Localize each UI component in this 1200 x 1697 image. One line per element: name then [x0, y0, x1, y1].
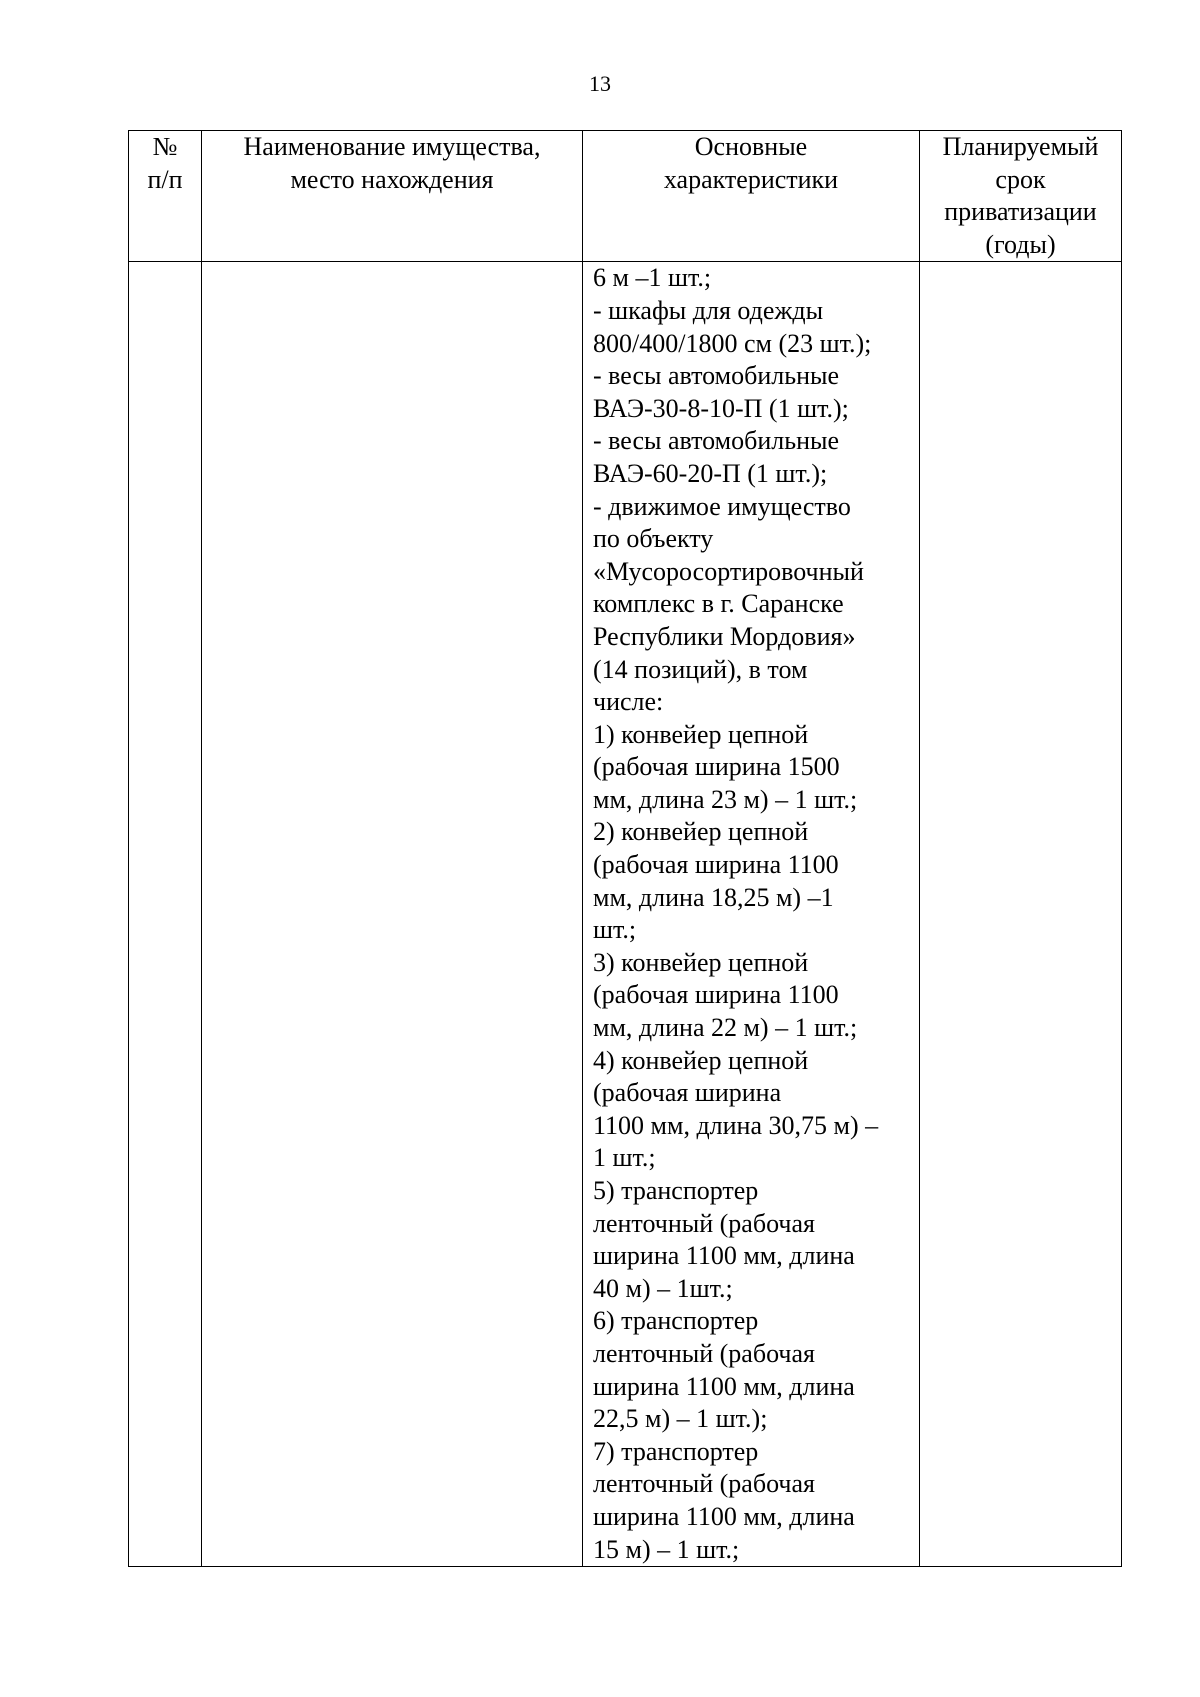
page-number: 13: [589, 71, 611, 96]
characteristics-line: числе:: [593, 687, 664, 717]
characteristics-line: мм, длина 18,25 м) –1: [593, 882, 834, 912]
characteristics-line: 6 м –1 шт.;: [593, 263, 712, 293]
characteristics-line: 1) конвейер цепной: [593, 719, 809, 749]
header-line: характеристики: [663, 164, 839, 194]
header-privatization-period: [920, 131, 1122, 262]
characteristics-line: 15 м) – 1 шт.;: [593, 1534, 740, 1564]
characteristics-line: 1100 мм, длина 30,75 м) –: [593, 1110, 879, 1140]
characteristics-line: комплекс в г. Саранске: [593, 589, 844, 619]
characteristics-line: (14 позиций), в том: [593, 654, 808, 684]
characteristics-line: - весы автомобильные: [593, 361, 840, 391]
characteristics-line: - весы автомобильные: [593, 426, 840, 456]
header-line: Наименование имущества,: [243, 132, 541, 161]
characteristics-line: 1 шт.;: [593, 1143, 656, 1173]
characteristics-line: (рабочая ширина 1100: [593, 850, 839, 880]
header-line: срок: [995, 164, 1046, 194]
characteristics-line: - движимое имущество: [593, 491, 851, 521]
header-number: [129, 131, 202, 262]
characteristics-line: ширина 1100 мм, длина: [593, 1501, 855, 1531]
characteristics-line: ширина 1100 мм, длина: [593, 1241, 855, 1271]
cell-property-name: [202, 262, 583, 1567]
cell-privatization-period: [920, 262, 1122, 1567]
header-line: №: [152, 132, 178, 161]
characteristics-line: ленточный (рабочая: [593, 1208, 815, 1238]
characteristics-line: 6) транспортер: [593, 1306, 759, 1336]
characteristics-line: шт.;: [593, 915, 637, 945]
characteristics-line: по объекту: [593, 524, 714, 554]
header-line: Основные: [694, 132, 808, 161]
characteristics-line: ленточный (рабочая: [593, 1338, 815, 1368]
characteristics-line: мм, длина 23 м) – 1 шт.;: [593, 784, 858, 814]
characteristics-line: «Мусоросортировочный: [593, 556, 864, 586]
characteristics-line: 3) конвейер цепной: [593, 947, 809, 977]
characteristics-line: 22,5 м) – 1 шт.);: [593, 1404, 768, 1434]
header-line: п/п: [147, 164, 183, 194]
property-table: [128, 130, 1122, 1567]
characteristics-line: ВАЭ-30-8-10-П (1 шт.);: [593, 393, 849, 423]
characteristics-line: ширина 1100 мм, длина: [593, 1371, 855, 1401]
characteristics-line: ВАЭ-60-20-П (1 шт.);: [593, 458, 828, 488]
characteristics-line: (рабочая ширина 1500: [593, 752, 840, 782]
table-header-row: [129, 131, 1122, 262]
header-line: Планируемый: [942, 132, 1099, 161]
characteristics-line: мм, длина 22 м) – 1 шт.;: [593, 1013, 858, 1043]
cell-number: [129, 262, 202, 1567]
characteristics-line: 5) транспортер: [593, 1176, 759, 1205]
header-line: приватизации: [944, 197, 1097, 227]
cell-characteristics: [583, 262, 920, 1567]
characteristics-line: (рабочая ширина: [593, 1078, 782, 1108]
characteristics-line: 4) конвейер цепной: [593, 1045, 809, 1075]
header-line: (годы): [985, 229, 1056, 259]
header-characteristics: [583, 131, 920, 262]
characteristics-line: ленточный (рабочая: [593, 1469, 815, 1499]
table-row: [129, 262, 1122, 1567]
characteristics-line: 2) конвейер цепной: [593, 817, 809, 847]
header-property-name: [202, 131, 583, 262]
characteristics-line: - шкафы для одежды: [593, 295, 824, 325]
characteristics-line: (рабочая ширина 1100: [593, 980, 839, 1010]
characteristics-line: 40 м) – 1шт.;: [593, 1273, 733, 1303]
characteristics-line: Республики Мордовия»: [593, 621, 856, 651]
header-line: место нахождения: [290, 164, 494, 194]
characteristics-line: 800/400/1800 см (23 шт.);: [593, 328, 872, 358]
characteristics-line: 7) транспортер: [593, 1436, 759, 1466]
